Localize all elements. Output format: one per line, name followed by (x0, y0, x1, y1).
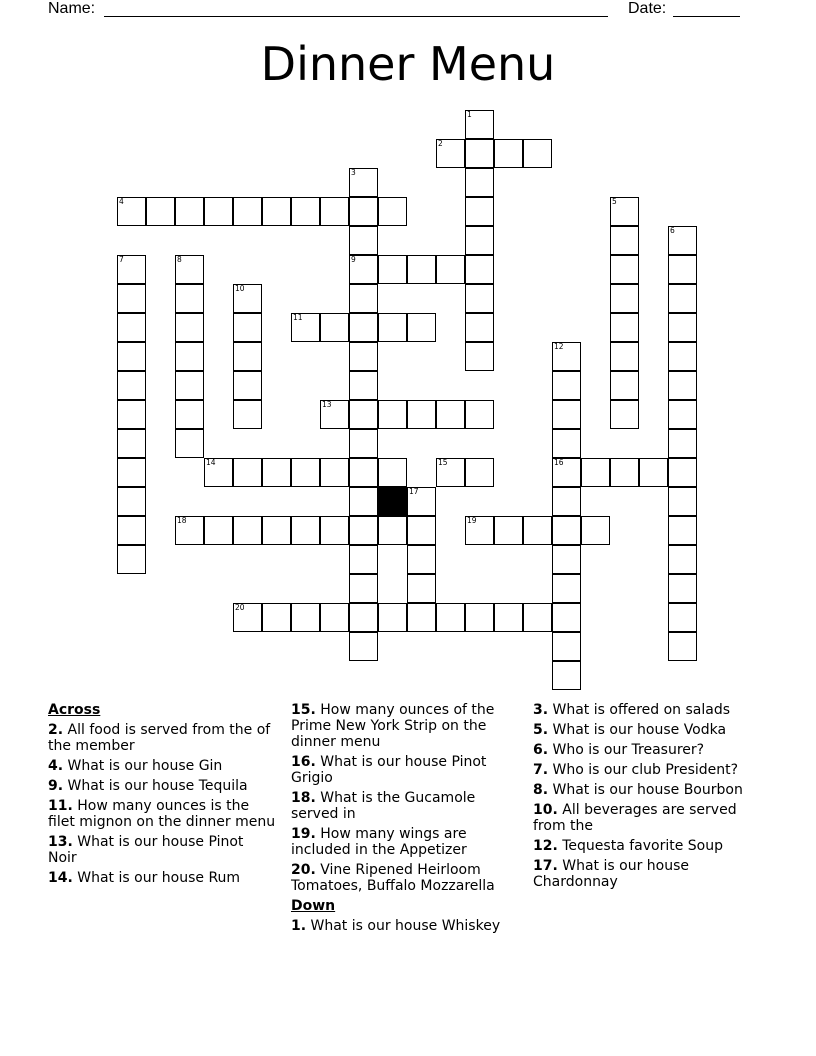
clue-number: 18 (177, 516, 187, 525)
crossword-cell[interactable] (552, 661, 581, 690)
crossword-cell[interactable] (523, 139, 552, 168)
clue-text: How many ounces is the filet mignon on the dinner menu (48, 798, 276, 830)
black-cell (378, 487, 407, 516)
crossword-cell[interactable] (204, 458, 233, 487)
clue-number-label: 9. (48, 778, 64, 794)
clue-number-label: 5. (533, 722, 549, 738)
crossword-cell[interactable] (117, 371, 146, 400)
crossword-cell[interactable] (291, 313, 320, 342)
clue-number: 8 (177, 255, 182, 264)
crossword-cell[interactable] (320, 197, 349, 226)
crossword-cell[interactable] (349, 168, 378, 197)
date-label: Date: (628, 0, 667, 17)
crossword-cell[interactable] (465, 168, 494, 197)
crossword-cell[interactable] (117, 313, 146, 342)
crossword-cell[interactable] (175, 371, 204, 400)
crossword-cell[interactable] (465, 313, 494, 342)
crossword-cell[interactable] (204, 197, 233, 226)
clue-text: Who is our club President? (548, 762, 739, 778)
crossword-cell[interactable] (465, 255, 494, 284)
crossword-cell[interactable] (552, 371, 581, 400)
clue-number-label: 2. (48, 722, 64, 738)
crossword-cell[interactable] (610, 284, 639, 313)
clue-item (291, 790, 517, 822)
crossword-cell[interactable] (407, 255, 436, 284)
clue-item (533, 802, 763, 834)
clue-item (291, 702, 517, 750)
crossword-cell[interactable] (320, 400, 349, 429)
crossword-cell[interactable] (233, 516, 262, 545)
clue-number-label: 10. (533, 802, 558, 818)
crossword-cell[interactable] (668, 487, 697, 516)
clue-column-1 (48, 702, 276, 886)
clue-number: 5 (612, 197, 617, 206)
crossword-cell[interactable] (552, 516, 581, 545)
clue-text: What is our house Vodka (548, 722, 727, 738)
clue-item (533, 702, 763, 718)
clue-item (533, 722, 763, 738)
name-label: Name: (48, 0, 96, 17)
crossword-cell[interactable] (465, 226, 494, 255)
clue-number: 10 (235, 284, 245, 293)
crossword-cell[interactable] (552, 545, 581, 574)
name-blank-line (104, 16, 608, 17)
clue-item (533, 858, 763, 890)
crossword-cell[interactable] (378, 197, 407, 226)
clue-text: How many ounces of the Prime New York Strip on the dinner menu (291, 702, 495, 750)
crossword-cell[interactable] (233, 371, 262, 400)
section-heading-down: Down (291, 898, 336, 914)
crossword-cell[interactable] (465, 110, 494, 139)
crossword-cell[interactable] (436, 400, 465, 429)
crossword-cell[interactable] (233, 313, 262, 342)
crossword-cell[interactable] (117, 429, 146, 458)
crossword-cell[interactable] (349, 603, 378, 632)
crossword-cell[interactable] (668, 313, 697, 342)
clue-number: 1 (467, 110, 472, 119)
clue-number: 2 (438, 139, 443, 148)
crossword-cell[interactable] (378, 313, 407, 342)
crossword-cell[interactable] (117, 516, 146, 545)
clue-text: Vine Ripened Heirloom Tomatoes, Buffalo Mozzarella (291, 862, 495, 894)
clue-number-label: 7. (533, 762, 549, 778)
clue-number-label: 1. (291, 918, 307, 934)
crossword-cell[interactable] (175, 197, 204, 226)
clue-number-label: 15. (291, 702, 316, 718)
crossword-cell[interactable] (552, 574, 581, 603)
crossword-cell[interactable] (262, 603, 291, 632)
crossword-cell[interactable] (117, 487, 146, 516)
crossword-cell[interactable] (552, 429, 581, 458)
crossword-cell[interactable] (233, 603, 262, 632)
crossword-cell[interactable] (262, 458, 291, 487)
crossword-cell[interactable] (465, 400, 494, 429)
crossword-cell[interactable] (436, 458, 465, 487)
clue-number-label: 16. (291, 754, 316, 770)
clue-number: 4 (119, 197, 124, 206)
crossword-cell[interactable] (146, 197, 175, 226)
crossword-cell[interactable] (349, 255, 378, 284)
clue-number: 17 (409, 487, 419, 496)
crossword-cell[interactable] (349, 342, 378, 371)
crossword-cell[interactable] (407, 400, 436, 429)
crossword-cell[interactable] (233, 458, 262, 487)
clue-number: 16 (554, 458, 564, 467)
crossword-cell[interactable] (668, 371, 697, 400)
clue-text: What is our house Pinot Grigio (291, 754, 487, 786)
crossword-cell[interactable] (465, 197, 494, 226)
crossword-cell[interactable] (610, 197, 639, 226)
clue-text: All beverages are served from the (533, 802, 737, 834)
crossword-cell[interactable] (233, 197, 262, 226)
crossword-cell[interactable] (610, 342, 639, 371)
crossword-cell[interactable] (320, 458, 349, 487)
clue-text: Who is our Treasurer? (548, 742, 705, 758)
clue-number: 13 (322, 400, 332, 409)
crossword-cell[interactable] (465, 516, 494, 545)
clue-number-label: 11. (48, 798, 73, 814)
crossword-cell[interactable] (552, 603, 581, 632)
crossword-cell[interactable] (668, 255, 697, 284)
clue-item (48, 870, 276, 886)
crossword-cell[interactable] (407, 574, 436, 603)
crossword-cell[interactable] (610, 255, 639, 284)
crossword-cell[interactable] (233, 342, 262, 371)
crossword-cell[interactable] (668, 516, 697, 545)
clue-number-label: 12. (533, 838, 558, 854)
crossword-cell[interactable] (117, 255, 146, 284)
crossword-cell[interactable] (349, 226, 378, 255)
crossword-cell[interactable] (117, 342, 146, 371)
crossword-cell[interactable] (175, 255, 204, 284)
crossword-cell[interactable] (581, 458, 610, 487)
crossword-cell[interactable] (552, 342, 581, 371)
crossword-cell[interactable] (494, 139, 523, 168)
crossword-cell[interactable] (175, 400, 204, 429)
crossword-cell[interactable] (581, 516, 610, 545)
clue-text: What is our house Bourbon (548, 782, 743, 798)
clue-item (48, 722, 276, 754)
crossword-cell[interactable] (175, 284, 204, 313)
crossword-cell[interactable] (233, 400, 262, 429)
clue-item (291, 862, 517, 894)
crossword-cell[interactable] (349, 400, 378, 429)
crossword-cell[interactable] (610, 313, 639, 342)
clue-text: Tequesta favorite Soup (557, 838, 724, 854)
crossword-cell[interactable] (668, 400, 697, 429)
clue-number: 15 (438, 458, 448, 467)
crossword-cell[interactable] (610, 226, 639, 255)
clue-number: 6 (670, 226, 675, 235)
crossword-cell[interactable] (378, 255, 407, 284)
crossword-cell[interactable] (668, 284, 697, 313)
clue-number: 3 (351, 168, 356, 177)
clue-item (291, 754, 517, 786)
crossword-cell[interactable] (465, 603, 494, 632)
crossword-cell[interactable] (291, 197, 320, 226)
clue-text: What is offered on salads (548, 702, 731, 718)
crossword-cell[interactable] (668, 574, 697, 603)
crossword-cell[interactable] (465, 458, 494, 487)
crossword-cell[interactable] (668, 632, 697, 661)
clue-number-label: 6. (533, 742, 549, 758)
crossword-cell[interactable] (349, 284, 378, 313)
clue-text: What is the Gucamole served in (291, 790, 476, 822)
crossword-cell[interactable] (523, 516, 552, 545)
crossword-cell[interactable] (349, 632, 378, 661)
crossword-cell[interactable] (436, 255, 465, 284)
clue-number-label: 3. (533, 702, 549, 718)
clue-number: 12 (554, 342, 564, 351)
crossword-cell[interactable] (465, 342, 494, 371)
page-title: Dinner Menu (260, 37, 556, 91)
clue-item (291, 826, 517, 858)
crossword-cell[interactable] (349, 458, 378, 487)
clue-text: What is our house Rum (72, 870, 241, 886)
crossword-cell[interactable] (668, 458, 697, 487)
crossword-cell[interactable] (117, 545, 146, 574)
crossword-cell[interactable] (436, 139, 465, 168)
clue-item (533, 838, 763, 854)
clue-text: All food is served from the of the member (48, 722, 271, 754)
clue-item (533, 762, 763, 778)
crossword-cell[interactable] (320, 516, 349, 545)
clue-number-label: 8. (533, 782, 549, 798)
section-heading-across: Across (48, 702, 101, 718)
clue-number: 7 (119, 255, 124, 264)
crossword-cell[interactable] (378, 603, 407, 632)
crossword-cell[interactable] (349, 545, 378, 574)
clue-text: What is our house Whiskey (306, 918, 501, 934)
crossword-cell[interactable] (523, 603, 552, 632)
clue-number: 14 (206, 458, 216, 467)
crossword-cell[interactable] (320, 313, 349, 342)
clue-text: What is our house Chardonnay (533, 858, 689, 890)
crossword-cell[interactable] (552, 632, 581, 661)
clue-item (48, 758, 276, 774)
crossword-cell[interactable] (349, 197, 378, 226)
clue-number: 9 (351, 255, 356, 264)
clue-item (533, 782, 763, 798)
clue-column-2 (291, 702, 517, 934)
clue-number: 20 (235, 603, 245, 612)
clue-number-label: 4. (48, 758, 64, 774)
crossword-cell[interactable] (494, 516, 523, 545)
crossword-cell[interactable] (668, 603, 697, 632)
crossword-cell[interactable] (407, 516, 436, 545)
crossword-cell[interactable] (668, 342, 697, 371)
crossword-cell[interactable] (175, 429, 204, 458)
crossword-cell[interactable] (349, 487, 378, 516)
crossword-cell[interactable] (407, 545, 436, 574)
crossword-cell[interactable] (262, 516, 291, 545)
crossword-cell[interactable] (349, 371, 378, 400)
clue-text: What is our house Tequila (63, 778, 248, 794)
crossword-cell[interactable] (175, 313, 204, 342)
crossword-cell[interactable] (349, 516, 378, 545)
crossword-cell[interactable] (552, 487, 581, 516)
clue-item (533, 742, 763, 758)
clue-item (48, 778, 276, 794)
crossword-cell[interactable] (175, 516, 204, 545)
clue-number-label: 20. (291, 862, 316, 878)
crossword-cell[interactable] (117, 197, 146, 226)
crossword-cell[interactable] (233, 284, 262, 313)
crossword-cell[interactable] (407, 313, 436, 342)
crossword-cell[interactable] (117, 284, 146, 313)
clue-number-label: 19. (291, 826, 316, 842)
clue-item (291, 918, 517, 934)
crossword-cell[interactable] (378, 516, 407, 545)
clue-text: How many wings are included in the Appetizer (291, 826, 467, 858)
clue-item (48, 798, 276, 830)
clue-number-label: 17. (533, 858, 558, 874)
crossword-cell[interactable] (117, 458, 146, 487)
crossword-cell[interactable] (262, 197, 291, 226)
crossword-cell[interactable] (668, 545, 697, 574)
crossword-cell[interactable] (668, 226, 697, 255)
clue-number: 11 (293, 313, 303, 322)
crossword-cell[interactable] (407, 487, 436, 516)
crossword-cell[interactable] (378, 400, 407, 429)
crossword-cell[interactable] (552, 458, 581, 487)
crossword-cell[interactable] (291, 603, 320, 632)
clue-number-label: 18. (291, 790, 316, 806)
clue-column-3 (533, 702, 763, 890)
crossword-cell[interactable] (610, 400, 639, 429)
crossword-cell[interactable] (639, 458, 668, 487)
crossword-cell[interactable] (668, 429, 697, 458)
date-blank-line (673, 16, 740, 17)
crossword-cell[interactable] (291, 516, 320, 545)
crossword-cell[interactable] (204, 516, 233, 545)
crossword-cell[interactable] (175, 342, 204, 371)
crossword-cell[interactable] (378, 458, 407, 487)
crossword-cell[interactable] (407, 603, 436, 632)
crossword-cell[interactable] (117, 400, 146, 429)
clue-text: What is our house Pinot Noir (48, 834, 244, 866)
crossword-cell[interactable] (291, 458, 320, 487)
clue-text: What is our house Gin (63, 758, 223, 774)
crossword-cell[interactable] (610, 458, 639, 487)
clue-number-label: 14. (48, 870, 73, 886)
clue-number: 19 (467, 516, 477, 525)
crossword-cell[interactable] (552, 400, 581, 429)
clue-number-label: 13. (48, 834, 73, 850)
crossword-cell[interactable] (349, 429, 378, 458)
crossword-cell[interactable] (349, 313, 378, 342)
crossword-cell[interactable] (436, 603, 465, 632)
crossword-cell[interactable] (465, 139, 494, 168)
crossword-cell[interactable] (494, 603, 523, 632)
crossword-cell[interactable] (465, 284, 494, 313)
crossword-cell[interactable] (610, 371, 639, 400)
crossword-cell[interactable] (349, 574, 378, 603)
clue-item (48, 834, 276, 866)
crossword-cell[interactable] (320, 603, 349, 632)
